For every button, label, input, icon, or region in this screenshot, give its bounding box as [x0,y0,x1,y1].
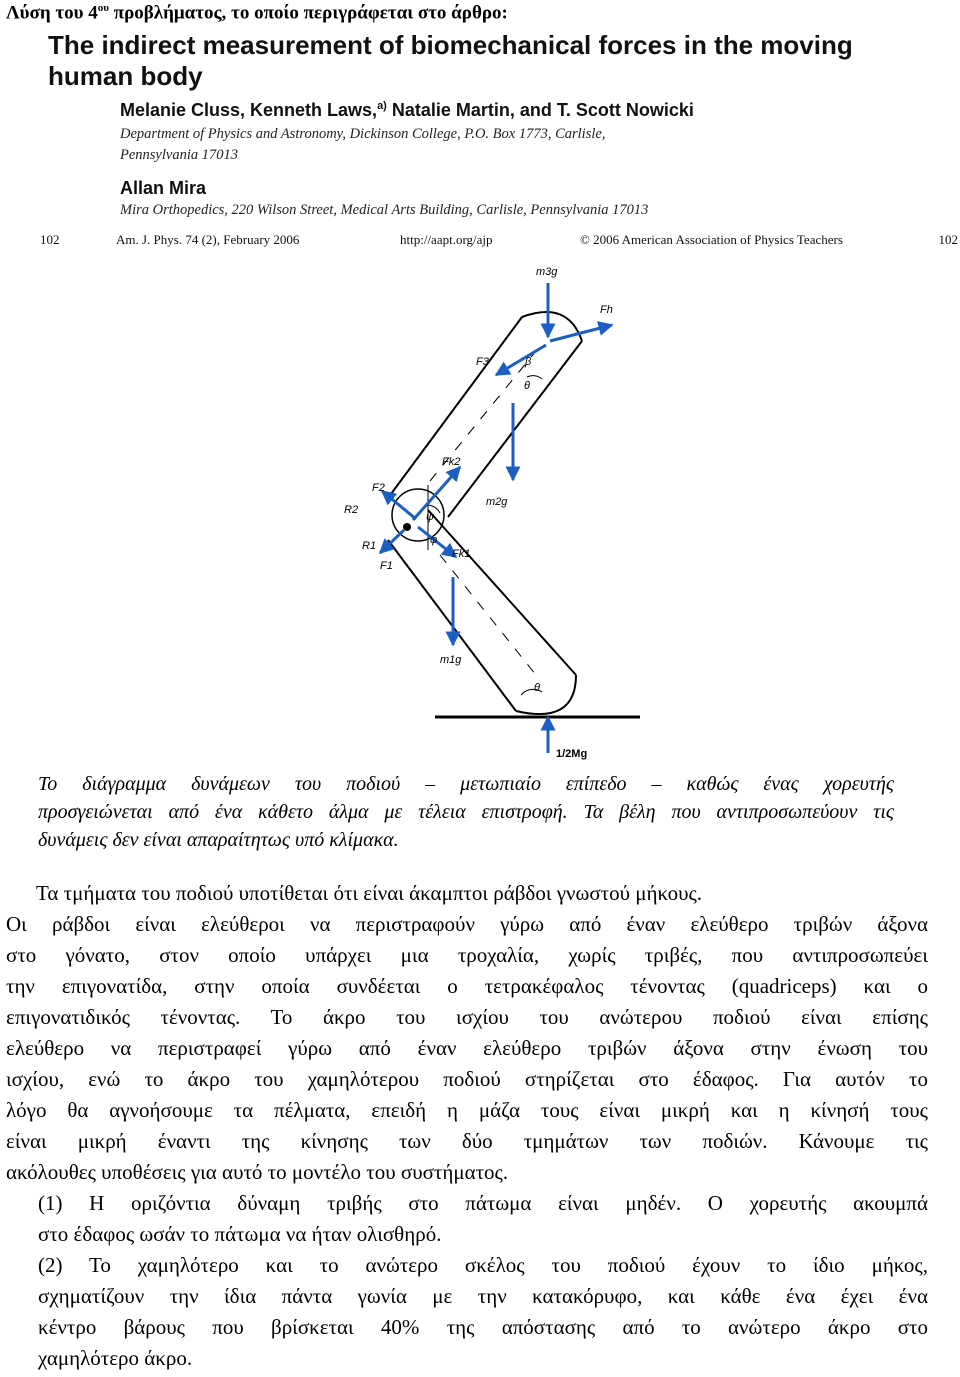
caption-line: Το διάγραμμα δυνάμεων του ποδιού – μετωπιαίο επίπεδο – καθώς ένας χορευτής [38,773,894,795]
paper-title [48,30,853,92]
paper-title-line: human body [48,61,203,91]
body-line: ελεύθερο να περιστραφεί γύρω από έναν ελεύθερο τριβών άξονα στην ένωση του [6,1036,928,1060]
list-item-2-line: χαμηλότερο άκρο. [38,1346,193,1370]
f2-arrow [382,491,416,519]
label-fh: Fh [600,304,613,316]
page-heading [6,2,508,24]
body-line: στο γόνατο, στον οποίο υπάρχει μια τροχαλία, χωρίς τριβές, που αντιπροσωπεύει [6,943,928,967]
label-m1g: m1g [440,654,462,666]
body-line: λόγο θα αγνοήσουμε τα πέλματα, επειδή η μάζα τους είναι μικρή και η κίνησή τους [6,1098,928,1122]
paper-title-line: The indirect measurement of biomechanical forces in the moving [48,30,853,60]
upper-leg-segment [388,312,582,517]
heading-suffix: προβλήματος, το οποίο περιγράφεται στο άρθρο: [108,2,508,24]
list-item-2-line: (2) Το χαμηλότερο και το ανώτερο σκέλος του ποδιού έχουν το ίδιο μήκος, [38,1253,928,1277]
figure-caption [38,770,894,854]
authors-text-tail: Natalie Martin, and T. Scott Nowicki [386,100,694,120]
affiliation-1 [120,124,605,166]
heading-prefix: Λύση του 4 [6,2,98,24]
caption-line: προσγειώνεται από ένα κάθετο άλμα με τέλεια επιστροφή. Τα βέλη που αντιπροσωπεύουν τις [38,801,894,823]
footer-url: http://aapt.org/ajp [400,232,493,247]
footer-journal: Am. J. Phys. 74 (2), February 2006 [116,232,300,247]
list-item-2-line: κέντρο βάρους που βρίσκεται 40% της απόστασης από το ανώτερο άκρο στο [38,1315,928,1339]
label-m3g: m3g [536,266,558,278]
caption-line: δυνάμεις δεν είναι απαραίτητως υπό κλίμακα. [38,829,399,851]
list-item-1-line: (1) Η οριζόντια δύναμη τριβής στο πάτωμα είναι μηδέν. Ο χορευτής ακουμπά [38,1191,928,1215]
body-line: είναι μικρή έναντι της κίνησης των δύο τμημάτων των ποδιών. Κάνουμε τις [6,1129,928,1153]
label-ground-force: 1/2Mg [556,748,588,760]
heading-superscript: ου [97,2,109,14]
footer-page-left: 102 [40,232,60,247]
body-paragraph [6,878,928,1374]
second-author: Allan Mira [120,178,207,198]
body-line: επιγονατιδικός τένοντας. Το άκρο του ισχίου του ανώτερου ποδιού είναι επίσης [6,1005,928,1029]
knee-axis-point [403,523,411,531]
body-line: ισχίου, ενώ το άκρο του χαμηλότερου ποδιού στηρίζεται στο έδαφος. Για αυτόν το [6,1067,928,1091]
label-theta-bottom: θ [534,682,540,694]
leg-force-diagram [300,255,660,765]
label-m2g: m2g [486,496,508,508]
label-r2: R2 [344,504,359,516]
label-phi: φ [430,534,438,546]
label-fk2: Fk2 [442,456,461,468]
paper-authors [120,100,694,121]
label-r1: R1 [362,540,377,552]
label-psi: ψ [426,511,435,523]
affiliation-line: Pennsylvania 17013 [120,147,238,163]
paper-header-clipping [0,28,960,254]
authors-text: Melanie Cluss, Kenneth Laws, [120,100,378,120]
list-item-1-line: στο έδαφος ωσάν το πάτωμα να ήταν ολισθηρό. [38,1222,442,1246]
f1-arrow [380,530,404,553]
footer-copyright: © 2006 American Association of Physics Teachers [580,232,843,247]
body-line: ακόλουθες υποθέσεις για αυτό το μοντέλο του συστήματος. [6,1160,509,1184]
footer-page-right: 102 [938,232,958,247]
label-beta: β [525,356,532,368]
label-f1: F1 [380,560,393,572]
label-f3: F3 [476,356,489,368]
body-line: Τα τμήματα του ποδιού υποτίθεται ότι είναι άκαμπτοι ράβδοι γνωστού μήκους. [36,881,703,905]
f3-arrow [496,345,546,375]
list-item-2-line: σχηματίζουν την ίδια πάντα γωνία με την κατακόρυφο, και κάθε ένα έχει ένα [38,1284,928,1308]
body-line: Οι ράβδοι είναι ελεύθεροι να περιστραφούν γύρω από έναν ελεύθερο τριβών άξονα [6,912,928,936]
body-line: την επιγονατίδα, στην οποία συνδέεται ο τετρακέφαλος τένοντας (quadriceps) και ο [6,974,928,998]
affiliation-2: Mira Orthopedics, 220 Wilson Street, Medical Arts Building, Carlisle, Pennsylvania 17013 [120,202,649,218]
affiliation-line: Department of Physics and Astronomy, Dickinson College, P.O. Box 1773, Carlisle, [120,126,606,142]
authors-superscript: a) [377,100,387,112]
label-theta-top: θ [524,380,530,392]
label-f2: F2 [372,482,385,494]
theta-top-arc [527,376,542,379]
label-fk1: Fk1 [452,548,471,560]
